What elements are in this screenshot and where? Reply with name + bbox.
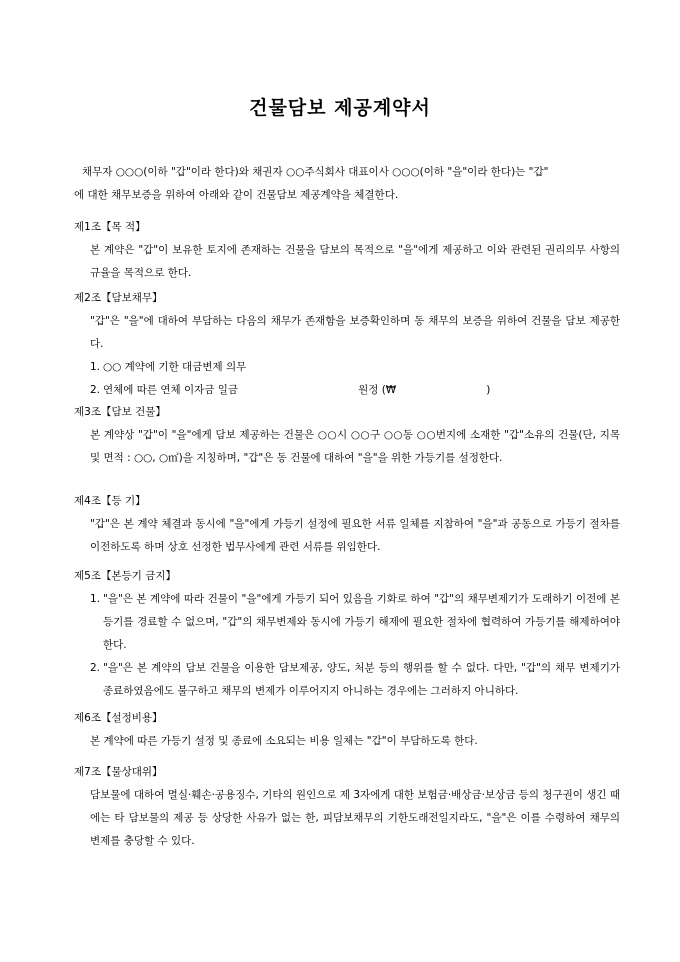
item-number: 2.	[90, 662, 101, 674]
article-heading: 제5조【본등기 금지】	[74, 570, 177, 582]
article-heading: 제1조【목 적】	[74, 221, 146, 233]
list-item	[90, 657, 620, 703]
article-text: 본 계약은 "갑"이 보유한 토지에 존재하는 건물을 담보의 목적으로 "을"에게 제공하고 이와 관련된 권리의무 사항의 규율을 목적으로 한다.	[90, 244, 620, 279]
list-item	[90, 356, 620, 379]
article-heading: 제4조【등 기】	[74, 495, 146, 507]
list-item	[90, 588, 620, 657]
document-title: 건물담보 제공계약서	[249, 97, 431, 119]
article-text: 담보물에 대하여 멸실·훼손·공용징수, 기타의 원인으로 제 3자에게 대한 보험금·배상금·보상금 등의 청구권이 생긴 때에는 타 담보물의 제공 등 상당한 사유가 없는 한, 피담보채무의 기한도래전일지라도, "을"은 이를 수령하여 채무의 변제를 충당할 수 있다.	[90, 789, 620, 847]
intro-line-2: 에 대한 채무보증을 위하여 아래와 같이 건물담보 제공계약을 체결한다.	[74, 188, 399, 201]
intro-line-1: 채무자 ○○○(이하 "갑"이라 한다)와 채권자 ○○주식회사 대표이사 ○○○(이하 "을"이라 한다)는 "갑"	[82, 166, 549, 178]
article-heading: 제7조【물상대위】	[74, 766, 163, 778]
article-text: 본 계약상 "갑"이 "을"에게 담보 제공하는 건물은 ○○시 ○○구 ○○동 ○○번지에 소재한 "갑"소유의 건물(단, 지목 및 면적 : ○○, ○㎡)을 지칭하며, "갑"은 동 건물에 대하여 "을"을 위한 가등기를 설정한다.	[90, 429, 620, 464]
article-7	[74, 761, 620, 853]
intro-paragraph	[74, 161, 614, 206]
amount-label: 원정 (₩	[358, 384, 397, 396]
article-3	[74, 401, 620, 470]
item-number: 1.	[90, 361, 101, 373]
item-text: ○○ 계약에 기한 대금변제 의무	[103, 361, 247, 373]
amount-close: )	[486, 384, 491, 396]
article-1	[74, 216, 620, 285]
article-heading: 제3조【담보 건물】	[74, 406, 166, 418]
article-6	[74, 707, 620, 753]
article-4	[74, 490, 620, 559]
item-number: 1.	[90, 593, 101, 605]
article-2	[74, 287, 620, 402]
article-5	[74, 565, 620, 703]
item-text: "을"은 본 계약에 따라 건물이 "을"에게 가등기 되어 있음을 기화로 하여 "갑"의 채무변제기가 도래하기 이전에 본등기를 경료할 수 없으며, "갑"의 채무변제와 동시에 가등기 해제에 필요한 절차에 협력하여 가등기를 해제하여야 한다.	[103, 593, 620, 651]
list-item	[90, 379, 620, 402]
article-heading: 제6조【설정비용】	[74, 712, 163, 724]
item-number: 2.	[90, 384, 101, 396]
article-text: "갑"은 "을"에 대하여 부담하는 다음의 채무가 존재함을 보증확인하며 동 채무의 보증을 위하여 건물을 담보 제공한다.	[90, 315, 620, 350]
item-text: 연체에 따른 연체 이자금 일금	[103, 384, 239, 396]
article-text: 본 계약에 따른 가등기 설정 및 종료에 소요되는 비용 일체는 "갑"이 부담하도록 한다.	[90, 735, 478, 747]
item-text: "을"은 본 계약의 담보 건물을 이용한 담보제공, 양도, 처분 등의 행위를 할 수 없다. 다만, "갑"의 채무 변제기가 종료하였음에도 불구하고 채무의 변제가 이루어지지 아니하는 경우에는 그러하지 아니하다.	[103, 662, 620, 697]
article-text: "갑"은 본 계약 체결과 동시에 "을"에게 가등기 설정에 필요한 서류 일체를 지참하여 "을"과 공동으로 가등기 절차를 이전하도록 하며 상호 선정한 법무사에게 관련 서류를 위임한다.	[90, 518, 620, 553]
article-heading: 제2조【담보채무】	[74, 292, 163, 304]
